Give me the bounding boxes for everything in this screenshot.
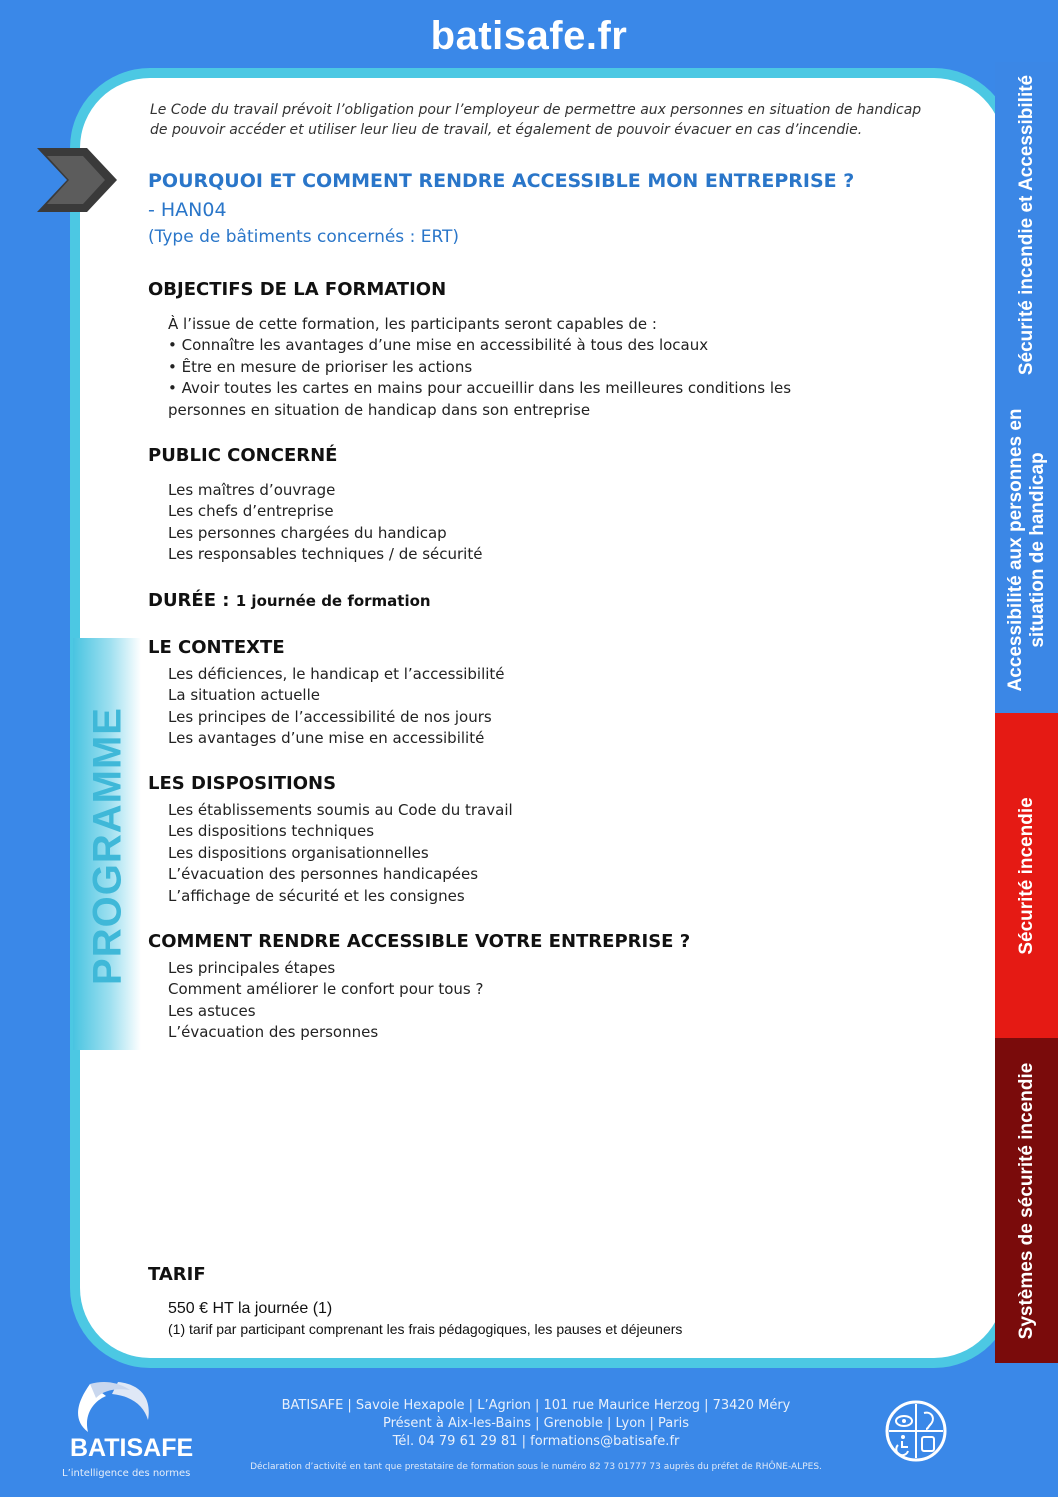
list-item: Les responsables techniques / de sécurité	[168, 545, 483, 564]
dispositions-list	[168, 800, 513, 907]
list-item: Les astuces	[168, 1001, 256, 1020]
intro-text: Le Code du travail prévoit l’obligation pour l’employeur de permettre aux personnes en situation de handicap de pouvoir accéder et utiliser leur lieu de travail, et également de pouvoir évacuer en cas d’incendie.	[150, 102, 922, 138]
building-types: (Type de bâtiments concernés : ERT)	[148, 227, 460, 247]
list-item: Les dispositions techniques	[168, 822, 375, 841]
list-item: Les chefs d’entreprise	[168, 502, 334, 521]
list-item: Les principales étapes	[168, 959, 336, 977]
list-item: Comment améliorer le confort pour tous ?	[168, 980, 484, 999]
logo-name: BATISAFE	[70, 1434, 194, 1462]
list-item: Les déficiences, le handicap et l’accessibilité	[168, 665, 505, 683]
duration-value: 1 journée de formation	[235, 592, 431, 610]
logo-tagline: L’intelligence des normes	[62, 1468, 191, 1479]
tab-label: Systèmes de sécurité incendie	[1015, 1062, 1037, 1339]
dispositions-heading: LES DISPOSITIONS	[148, 773, 337, 794]
duration-label: DURÉE :	[148, 590, 230, 611]
list-item: Les personnes chargées du handicap	[168, 523, 447, 542]
public-list	[168, 480, 482, 566]
list-item: La situation actuelle	[168, 686, 320, 705]
list-item: • Connaître les avantages d’une mise en accessibilité à tous des locaux	[168, 336, 709, 355]
accessibility-symbols-icon	[884, 1399, 948, 1463]
course-code: - HAN04	[148, 199, 227, 221]
how-list	[168, 958, 483, 1044]
list-item: À l’issue de cette formation, les participants seront capables de :	[168, 315, 657, 333]
list-item: L’évacuation des personnes handicapées	[168, 865, 479, 884]
list-item: personnes en situation de handicap dans son entreprise	[168, 400, 591, 419]
list-item: • Avoir toutes les cartes en mains pour accueillir dans les meilleures conditions les	[168, 379, 792, 398]
list-item: L’affichage de sécurité et les consignes	[168, 886, 465, 905]
how-heading: COMMENT RENDRE ACCESSIBLE VOTRE ENTREPRISE ?	[148, 931, 691, 952]
footer-address: BATISAFE | Savoie Hexapole | L’Agrion | 101 rue Maurice Herzog | 73420 Méry	[281, 1398, 791, 1413]
tab-accessibilite-handicap[interactable]	[995, 387, 1058, 713]
duration	[148, 590, 431, 611]
objectives-heading: OBJECTIFS DE LA FORMATION	[148, 279, 447, 300]
tab-systemes-securite-incendie[interactable]	[995, 1038, 1058, 1363]
program-label: PROGRAMME	[85, 707, 130, 985]
tab-securite-accessibilite[interactable]	[995, 62, 1058, 387]
context-list	[168, 664, 505, 750]
tab-label: Sécurité incendie	[1015, 796, 1037, 955]
list-item: Les dispositions organisationnelles	[168, 843, 429, 862]
site-title[interactable]: batisafe.fr	[430, 14, 628, 58]
tab-label: Sécurité incendie et Accessibilité	[1015, 74, 1037, 375]
footer-contact-line[interactable]: Tél. 04 79 61 29 81 | formations@batisafe.fr	[392, 1434, 680, 1449]
tarif-note: (1) tarif par participant comprenant les frais pédagogiques, les pauses et déjeuners	[168, 1321, 683, 1337]
tab-securite-incendie[interactable]	[995, 713, 1058, 1038]
list-item: • Être en mesure de prioriser les actions	[168, 357, 473, 376]
context-heading: LE CONTEXTE	[148, 637, 285, 658]
tarif-price: 550 € HT la journée (1)	[168, 1300, 333, 1317]
course-title: POURQUOI ET COMMENT RENDRE ACCESSIBLE MON ENTREPRISE ?	[148, 170, 855, 192]
tab-label: Accessibilité aux personnes en situation de handicap	[1004, 408, 1048, 692]
objectives-list	[168, 314, 791, 421]
footer-presence: Présent à Aix-les-Bains | Grenoble | Lyon | Paris	[382, 1416, 690, 1431]
list-item: Les principes de l’accessibilité de nos jours	[168, 707, 492, 726]
tarif-heading: TARIF	[148, 1264, 206, 1285]
list-item: L’évacuation des personnes	[168, 1023, 379, 1042]
public-heading: PUBLIC CONCERNÉ	[148, 445, 338, 466]
chevron-right-icon	[33, 146, 119, 214]
footer-contact	[200, 1397, 872, 1451]
list-item: Les maîtres d’ouvrage	[168, 481, 336, 499]
footer-declaration: Déclaration d’activité en tant que prestataire de formation sous le numéro 82 73 01777 73 auprès du préfet de RHÔNE-ALPES.	[250, 1462, 822, 1472]
list-item: Les avantages d’une mise en accessibilité	[168, 729, 485, 748]
list-item: Les établissements soumis au Code du travail	[168, 801, 513, 819]
